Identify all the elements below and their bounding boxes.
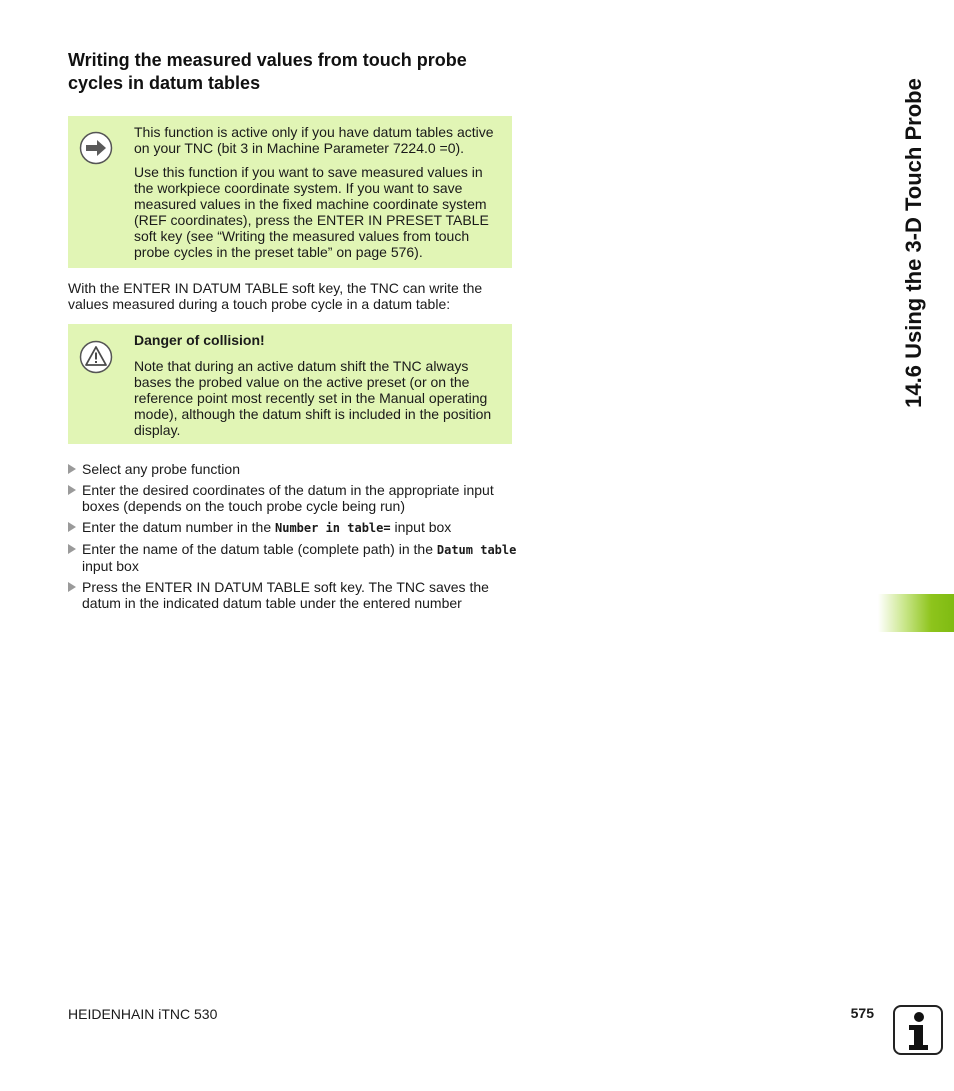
chapter-tab-marker — [878, 594, 954, 632]
footer-product: HEIDENHAIN iTNC 530 — [68, 1006, 218, 1022]
bullet-triangle-icon — [68, 544, 76, 554]
chapter-side-title — [891, 48, 937, 438]
code-term: Number in table= — [275, 521, 391, 535]
step-text: Enter the name of the datum table (complete path) in the — [82, 541, 437, 557]
page-number: 575 — [850, 1005, 874, 1021]
bullet-triangle-icon — [68, 582, 76, 592]
step-text: Enter the datum number in the — [82, 519, 275, 535]
bullet-triangle-icon — [68, 464, 76, 474]
bullet-triangle-icon — [68, 522, 76, 532]
info-note-text-2: Use this function if you want to save measured values in the workpiece coordinate system. If you want to save measured values in the fixed machine coordinate system (REF coordinates), press the ENTER IN PRESET TABLE soft key (see “Writing the measured values from touch probe cycles in the preset table” on page 576). — [134, 164, 489, 260]
list-item — [68, 541, 518, 574]
list-item — [68, 461, 518, 477]
list-item — [68, 579, 518, 611]
intro-paragraph: With the ENTER IN DATUM TABLE soft key, the TNC can write the values measured during a touch probe cycle in a datum table: — [68, 280, 483, 312]
info-icon — [893, 1005, 943, 1055]
section-heading: Writing the measured values from touch probe cycles in datum tables — [68, 50, 467, 93]
step-text: Select any probe function — [82, 461, 240, 477]
step-text: input box — [82, 558, 139, 574]
info-note-text-1: This function is active only if you have datum tables active on your TNC (bit 3 in Machine Parameter 7224.0 =0). — [134, 124, 494, 156]
step-text: Press the ENTER IN DATUM TABLE soft key. The TNC saves the datum in the indicated datum table under the entered number — [82, 579, 489, 611]
danger-text: Note that during an active datum shift the TNC always bases the probed value on the active preset (or on the reference point most recently set in the Manual operating mode), although the datum shift is included in the position display. — [134, 358, 492, 438]
info-note — [68, 116, 512, 268]
warning-icon — [79, 340, 113, 374]
arrow-right-icon — [79, 131, 113, 165]
chapter-side-title-text: 14.6 Using the 3-D Touch Probe — [901, 78, 926, 408]
step-list — [68, 461, 518, 616]
danger-title: Danger of collision! — [134, 332, 265, 348]
code-term: Datum table — [436, 543, 517, 557]
list-item — [68, 482, 518, 514]
step-text: input box — [390, 519, 452, 535]
bullet-triangle-icon — [68, 485, 76, 495]
step-text: Enter the desired coordinates of the datum in the appropriate input boxes (depends on the touch probe cycle being run) — [82, 482, 494, 514]
list-item — [68, 519, 518, 536]
danger-note — [68, 324, 512, 444]
